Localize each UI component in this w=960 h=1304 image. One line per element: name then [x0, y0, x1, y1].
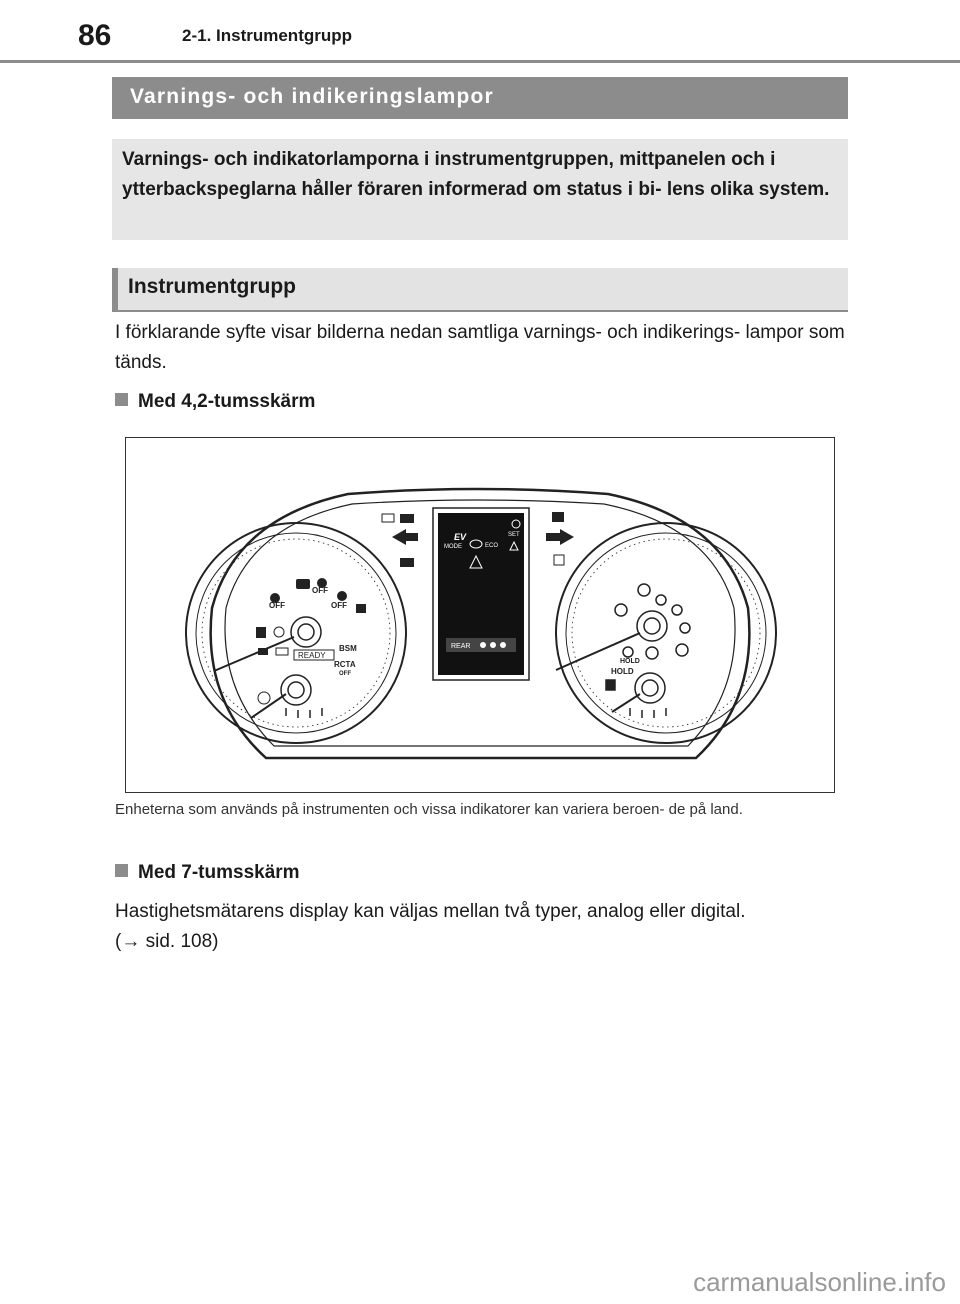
seatbelt-right-icon [672, 605, 682, 615]
left-indicator-ring [258, 692, 270, 704]
right-gauge-hubs [635, 611, 667, 703]
label-off-2: OFF [312, 586, 328, 595]
heading-42-inch [115, 389, 315, 415]
label-mode: MODE [444, 544, 462, 550]
right-gauge-labels [611, 658, 640, 676]
heading-7-inch [115, 860, 300, 886]
square-bullet-icon [115, 864, 128, 877]
subsection-paragraph: I förklarande syfte visar bilderna nedan samtliga varnings- och indikerings- lampor som tänds. [115, 322, 845, 373]
subsection-marker [112, 268, 118, 312]
brake-system-icon [646, 647, 658, 659]
headlight-icon [400, 558, 414, 567]
fuel-level-icon [606, 680, 615, 690]
parking-brake-icon [638, 584, 650, 596]
label-eco: ECO [485, 543, 499, 549]
instrument-cluster-figure [125, 437, 835, 793]
fuel-icon [256, 627, 266, 638]
door-icon [356, 604, 366, 613]
page-number: 86 [78, 19, 112, 52]
square-bullet-icon [115, 393, 128, 406]
auto-high-beam-icon [400, 514, 414, 523]
subsection-title-bar [112, 268, 848, 312]
label-hold-small: HOLD [620, 658, 640, 665]
section-title-bar [112, 77, 848, 119]
engine-check-icon [296, 579, 310, 589]
page-reference-link[interactable]: sid. 108 [145, 931, 213, 952]
label-bsm: BSM [339, 644, 357, 653]
rear-fog-icon [554, 555, 564, 565]
center-right-icons [546, 512, 574, 565]
seatbelt-icon [258, 648, 268, 655]
brake-hold-icon [615, 604, 627, 616]
subsection-title: Instrumentgrupp [128, 275, 296, 298]
airbag-icon [680, 623, 690, 633]
right-turn-arrow-icon [560, 529, 574, 545]
steering-warning-icon [656, 595, 666, 605]
section-title: Varnings- och indikeringslampor [130, 85, 494, 108]
heading-7-label: Med 7-tumsskärm [138, 862, 300, 883]
label-off-1: OFF [269, 601, 285, 610]
label-off-3: OFF [331, 601, 347, 610]
bottom-ticks [286, 708, 666, 718]
abs-icon [623, 647, 633, 657]
left-gauge-hubs [281, 617, 321, 705]
label-rear: REAR [451, 643, 471, 650]
intro-text: Varnings- och indikatorlamporna i instrumentgruppen, mittpanelen och i ytterbackspeglarna håller föraren informerad om status i bi- lens olika system. [122, 149, 830, 200]
brake-pad-icon [676, 644, 688, 656]
front-fog-icon [552, 512, 564, 522]
lane-icon [337, 591, 347, 601]
center-left-icons [382, 514, 418, 567]
header-rule [0, 60, 960, 63]
instrument-cluster-illustration [126, 438, 834, 792]
heading-42-label: Med 4,2-tumsskärm [138, 391, 316, 412]
footer-watermark: carmanualsonline.info [693, 1267, 946, 1297]
width-lamp-icon [382, 514, 394, 522]
label-ev: EV [454, 532, 467, 542]
page-reference: (→ sid. 108) [115, 931, 219, 952]
running-head: 2-1. Instrumentgrupp [182, 26, 353, 45]
block-7-paragraph: Hastighetsmätarens display kan väljas mellan två typer, analog eller digital. [115, 901, 746, 922]
tire-pressure-icon [274, 627, 284, 637]
battery-icon [276, 648, 288, 655]
label-rcta: RCTA [334, 660, 356, 669]
left-turn-arrow-icon [392, 529, 406, 545]
label-hold: HOLD [611, 667, 634, 676]
label-set: SET [508, 532, 520, 538]
label-ready: READY [298, 651, 326, 660]
label-rcta-off: OFF [339, 671, 351, 677]
arrow-right-icon: → [121, 931, 141, 952]
intro-box [112, 139, 848, 240]
figure-caption: Enheterna som används på instrumenten och vissa indikatorer kan variera beroen- de på land. [115, 801, 743, 818]
